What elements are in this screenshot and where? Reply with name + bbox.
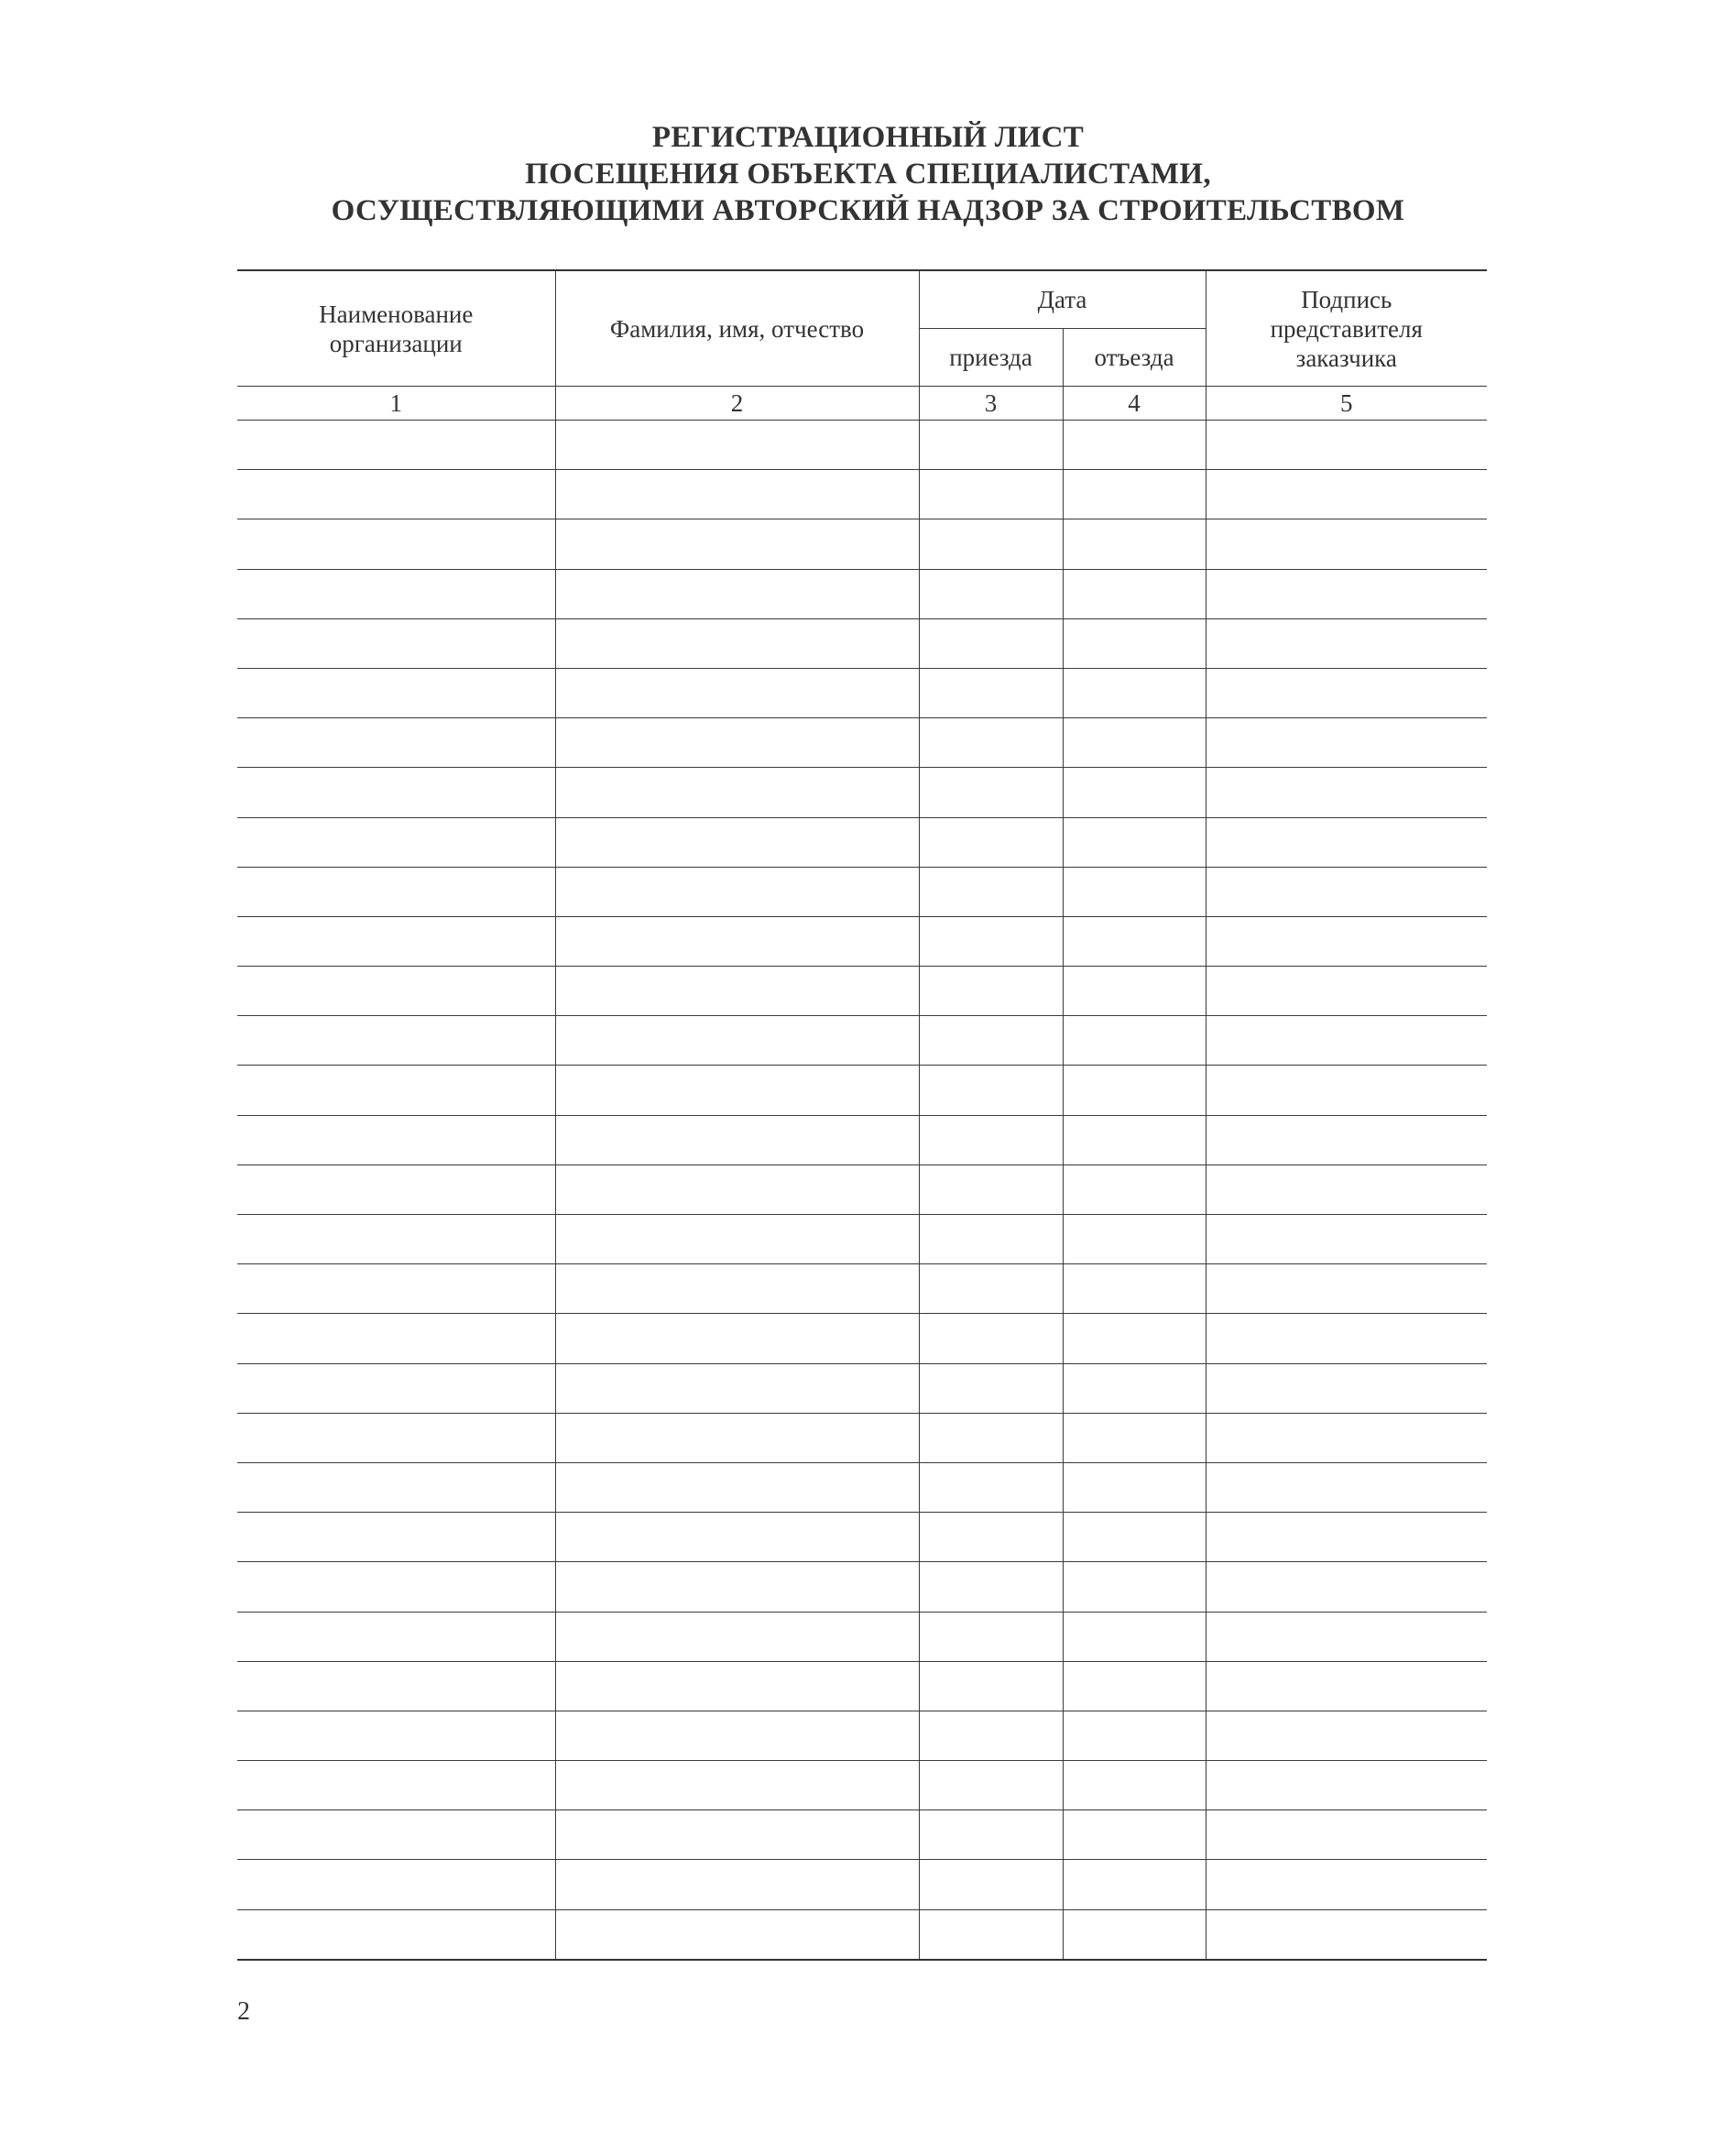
organization-cell[interactable]	[237, 1115, 555, 1164]
arrival-date-cell[interactable]	[919, 967, 1063, 1016]
organization-cell[interactable]	[237, 1016, 555, 1066]
arrival-date-cell[interactable]	[919, 1264, 1063, 1314]
table-row	[237, 1462, 1487, 1512]
table-row	[237, 1513, 1487, 1562]
organization-cell[interactable]	[237, 1661, 555, 1711]
table-row	[237, 817, 1487, 867]
departure-date-cell[interactable]	[1063, 1264, 1206, 1314]
column-number-4: 4	[1063, 387, 1206, 421]
departure-date-cell[interactable]	[1063, 1016, 1206, 1066]
column-number-1: 1	[237, 387, 555, 421]
organization-cell[interactable]	[237, 967, 555, 1016]
signature-cell[interactable]	[1206, 1711, 1487, 1760]
organization-cell[interactable]	[237, 1413, 555, 1462]
header-signature-line-1: Подпись	[1301, 285, 1392, 313]
departure-date-cell[interactable]	[1063, 1612, 1206, 1661]
departure-date-cell[interactable]	[1063, 1562, 1206, 1612]
arrival-date-cell[interactable]	[919, 1909, 1063, 1960]
signature-cell[interactable]	[1206, 668, 1487, 717]
signature-cell[interactable]	[1206, 1215, 1487, 1264]
signature-cell[interactable]	[1206, 768, 1487, 817]
arrival-date-cell[interactable]	[919, 768, 1063, 817]
table-row	[237, 1164, 1487, 1214]
signature-cell[interactable]	[1206, 1909, 1487, 1960]
column-number-2: 2	[555, 387, 919, 421]
signature-cell[interactable]	[1206, 1363, 1487, 1413]
organization-cell[interactable]	[237, 718, 555, 768]
header-signature	[1206, 270, 1487, 387]
arrival-date-cell[interactable]	[919, 1661, 1063, 1711]
arrival-date-cell[interactable]	[919, 867, 1063, 916]
organization-cell[interactable]	[237, 618, 555, 668]
full-name-cell[interactable]	[555, 1909, 919, 1960]
departure-date-cell[interactable]	[1063, 470, 1206, 519]
arrival-date-cell[interactable]	[919, 1164, 1063, 1214]
header-organization-line-2: организации	[329, 329, 463, 357]
full-name-cell[interactable]	[555, 470, 919, 519]
departure-date-cell[interactable]	[1063, 768, 1206, 817]
full-name-cell[interactable]	[555, 1264, 919, 1314]
full-name-cell[interactable]	[555, 1215, 919, 1264]
table-row	[237, 1860, 1487, 1909]
table-row	[237, 1661, 1487, 1711]
full-name-cell[interactable]	[555, 1016, 919, 1066]
signature-cell[interactable]	[1206, 817, 1487, 867]
full-name-cell[interactable]	[555, 1363, 919, 1413]
organization-cell[interactable]	[237, 1264, 555, 1314]
signature-cell[interactable]	[1206, 1612, 1487, 1661]
full-name-cell[interactable]	[555, 1115, 919, 1164]
arrival-date-cell[interactable]	[919, 1462, 1063, 1512]
organization-cell[interactable]	[237, 1513, 555, 1562]
full-name-cell[interactable]	[555, 519, 919, 569]
organization-cell[interactable]	[237, 1314, 555, 1363]
organization-cell[interactable]	[237, 1164, 555, 1214]
arrival-date-cell[interactable]	[919, 1711, 1063, 1760]
table-row	[237, 618, 1487, 668]
arrival-date-cell[interactable]	[919, 1612, 1063, 1661]
table-row	[237, 768, 1487, 817]
arrival-date-cell[interactable]	[919, 1513, 1063, 1562]
signature-cell[interactable]	[1206, 1462, 1487, 1512]
arrival-date-cell[interactable]	[919, 1810, 1063, 1860]
table-row	[237, 1314, 1487, 1363]
table-row	[237, 1363, 1487, 1413]
column-number-5: 5	[1206, 387, 1487, 421]
departure-date-cell[interactable]	[1063, 1462, 1206, 1512]
departure-date-cell[interactable]	[1063, 1810, 1206, 1860]
signature-cell[interactable]	[1206, 1164, 1487, 1214]
arrival-date-cell[interactable]	[919, 1761, 1063, 1810]
departure-date-cell[interactable]	[1063, 1363, 1206, 1413]
table-row	[237, 668, 1487, 717]
full-name-cell[interactable]	[555, 967, 919, 1016]
signature-cell[interactable]	[1206, 718, 1487, 768]
arrival-date-cell[interactable]	[919, 618, 1063, 668]
organization-cell[interactable]	[237, 1761, 555, 1810]
departure-date-cell[interactable]	[1063, 668, 1206, 717]
table-row	[237, 718, 1487, 768]
page-number: 2	[237, 1997, 250, 2026]
arrival-date-cell[interactable]	[919, 1562, 1063, 1612]
header-full-name: Фамилия, имя, отчество	[555, 270, 919, 387]
departure-date-cell[interactable]	[1063, 519, 1206, 569]
departure-date-cell[interactable]	[1063, 421, 1206, 470]
arrival-date-cell[interactable]	[919, 1413, 1063, 1462]
organization-cell[interactable]	[237, 1215, 555, 1264]
organization-cell[interactable]	[237, 1909, 555, 1960]
full-name-cell[interactable]	[555, 1562, 919, 1612]
table-row	[237, 1115, 1487, 1164]
full-name-cell[interactable]	[555, 1761, 919, 1810]
table-row	[237, 1612, 1487, 1661]
departure-date-cell[interactable]	[1063, 1164, 1206, 1214]
title-line-3: ОСУЩЕСТВЛЯЮЩИМИ АВТОРСКИЙ НАДЗОР ЗА СТРОИТЕЛЬСТВОМ	[331, 194, 1405, 227]
arrival-date-cell[interactable]	[919, 421, 1063, 470]
signature-cell[interactable]	[1206, 569, 1487, 618]
full-name-cell[interactable]	[555, 817, 919, 867]
table-row	[237, 470, 1487, 519]
departure-date-cell[interactable]	[1063, 618, 1206, 668]
table-header	[237, 270, 1487, 421]
departure-date-cell[interactable]	[1063, 916, 1206, 966]
departure-date-cell[interactable]	[1063, 1115, 1206, 1164]
table-row	[237, 1066, 1487, 1115]
arrival-date-cell[interactable]	[919, 1860, 1063, 1909]
organization-cell[interactable]	[237, 668, 555, 717]
title-line-1: РЕГИСТРАЦИОННЫЙ ЛИСТ	[651, 121, 1085, 154]
table-row	[237, 1562, 1487, 1612]
arrival-date-cell[interactable]	[919, 519, 1063, 569]
arrival-date-cell[interactable]	[919, 1215, 1063, 1264]
table-row	[237, 967, 1487, 1016]
table-row	[237, 569, 1487, 618]
header-departure: отъезда	[1063, 329, 1206, 387]
full-name-cell[interactable]	[555, 916, 919, 966]
header-signature-line-2: представителя	[1270, 314, 1423, 343]
table-row	[237, 1810, 1487, 1860]
arrival-date-cell[interactable]	[919, 718, 1063, 768]
organization-cell[interactable]	[237, 569, 555, 618]
table-row	[237, 1413, 1487, 1462]
departure-date-cell[interactable]	[1063, 1215, 1206, 1264]
departure-date-cell[interactable]	[1063, 1661, 1206, 1711]
organization-cell[interactable]	[237, 867, 555, 916]
departure-date-cell[interactable]	[1063, 967, 1206, 1016]
organization-cell[interactable]	[237, 768, 555, 817]
table-row	[237, 1016, 1487, 1066]
arrival-date-cell[interactable]	[919, 916, 1063, 966]
signature-cell[interactable]	[1206, 618, 1487, 668]
full-name-cell[interactable]	[555, 1860, 919, 1909]
full-name-cell[interactable]	[555, 768, 919, 817]
arrival-date-cell[interactable]	[919, 1066, 1063, 1115]
full-name-cell[interactable]	[555, 668, 919, 717]
departure-date-cell[interactable]	[1063, 569, 1206, 618]
arrival-date-cell[interactable]	[919, 1016, 1063, 1066]
departure-date-cell[interactable]	[1063, 817, 1206, 867]
departure-date-cell[interactable]	[1063, 1711, 1206, 1760]
organization-cell[interactable]	[237, 1711, 555, 1760]
departure-date-cell[interactable]	[1063, 867, 1206, 916]
full-name-cell[interactable]	[555, 1711, 919, 1760]
table-row	[237, 1909, 1487, 1960]
arrival-date-cell[interactable]	[919, 817, 1063, 867]
signature-cell[interactable]	[1206, 1810, 1487, 1860]
full-name-cell[interactable]	[555, 1462, 919, 1512]
organization-cell[interactable]	[237, 519, 555, 569]
departure-date-cell[interactable]	[1063, 1413, 1206, 1462]
header-organization-line-1: Наименование	[319, 300, 474, 328]
header-signature-line-3: заказчика	[1295, 344, 1397, 372]
signature-cell[interactable]	[1206, 1115, 1487, 1164]
full-name-cell[interactable]	[555, 867, 919, 916]
full-name-cell[interactable]	[555, 1413, 919, 1462]
organization-cell[interactable]	[237, 1363, 555, 1413]
column-number-3: 3	[919, 387, 1063, 421]
arrival-date-cell[interactable]	[919, 1115, 1063, 1164]
full-name-cell[interactable]	[555, 618, 919, 668]
table-body	[237, 421, 1487, 1960]
arrival-date-cell[interactable]	[919, 668, 1063, 717]
signature-cell[interactable]	[1206, 1661, 1487, 1711]
departure-date-cell[interactable]	[1063, 1909, 1206, 1960]
signature-cell[interactable]	[1206, 1264, 1487, 1314]
departure-date-cell[interactable]	[1063, 1860, 1206, 1909]
departure-date-cell[interactable]	[1063, 1314, 1206, 1363]
departure-date-cell[interactable]	[1063, 1761, 1206, 1810]
table-row	[237, 867, 1487, 916]
signature-cell[interactable]	[1206, 1513, 1487, 1562]
full-name-cell[interactable]	[555, 1314, 919, 1363]
signature-cell[interactable]	[1206, 1016, 1487, 1066]
arrival-date-cell[interactable]	[919, 569, 1063, 618]
departure-date-cell[interactable]	[1063, 1513, 1206, 1562]
full-name-cell[interactable]	[555, 421, 919, 470]
organization-cell[interactable]	[237, 470, 555, 519]
organization-cell[interactable]	[237, 1810, 555, 1860]
table-row	[237, 421, 1487, 470]
title-line-2: ПОСЕЩЕНИЯ ОБЪЕКТА СПЕЦИАЛИСТАМИ,	[525, 158, 1211, 191]
departure-date-cell[interactable]	[1063, 1066, 1206, 1115]
full-name-cell[interactable]	[555, 718, 919, 768]
organization-cell[interactable]	[237, 1612, 555, 1661]
signature-cell[interactable]	[1206, 967, 1487, 1016]
table-row	[237, 916, 1487, 966]
table-row	[237, 519, 1487, 569]
full-name-cell[interactable]	[555, 1164, 919, 1214]
organization-cell[interactable]	[237, 817, 555, 867]
full-name-cell[interactable]	[555, 1661, 919, 1711]
signature-cell[interactable]	[1206, 421, 1487, 470]
registration-table	[237, 269, 1487, 1961]
organization-cell[interactable]	[237, 1462, 555, 1512]
signature-cell[interactable]	[1206, 1314, 1487, 1363]
signature-cell[interactable]	[1206, 519, 1487, 569]
table-row	[237, 1264, 1487, 1314]
table-row	[237, 1215, 1487, 1264]
organization-cell[interactable]	[237, 916, 555, 966]
arrival-date-cell[interactable]	[919, 470, 1063, 519]
signature-cell[interactable]	[1206, 470, 1487, 519]
organization-cell[interactable]	[237, 1860, 555, 1909]
full-name-cell[interactable]	[555, 569, 919, 618]
header-date: Дата	[919, 270, 1206, 329]
header-organization	[237, 270, 555, 387]
signature-cell[interactable]	[1206, 1066, 1487, 1115]
signature-cell[interactable]	[1206, 1761, 1487, 1810]
signature-cell[interactable]	[1206, 867, 1487, 916]
signature-cell[interactable]	[1206, 916, 1487, 966]
header-arrival: приезда	[919, 329, 1063, 387]
document-title	[0, 119, 1736, 229]
organization-cell[interactable]	[237, 421, 555, 470]
organization-cell[interactable]	[237, 1562, 555, 1612]
full-name-cell[interactable]	[555, 1513, 919, 1562]
signature-cell[interactable]	[1206, 1562, 1487, 1612]
organization-cell[interactable]	[237, 1066, 555, 1115]
departure-date-cell[interactable]	[1063, 718, 1206, 768]
full-name-cell[interactable]	[555, 1066, 919, 1115]
table-row	[237, 1711, 1487, 1760]
arrival-date-cell[interactable]	[919, 1314, 1063, 1363]
signature-cell[interactable]	[1206, 1860, 1487, 1909]
full-name-cell[interactable]	[555, 1810, 919, 1860]
signature-cell[interactable]	[1206, 1413, 1487, 1462]
full-name-cell[interactable]	[555, 1612, 919, 1661]
table-row	[237, 1761, 1487, 1810]
arrival-date-cell[interactable]	[919, 1363, 1063, 1413]
